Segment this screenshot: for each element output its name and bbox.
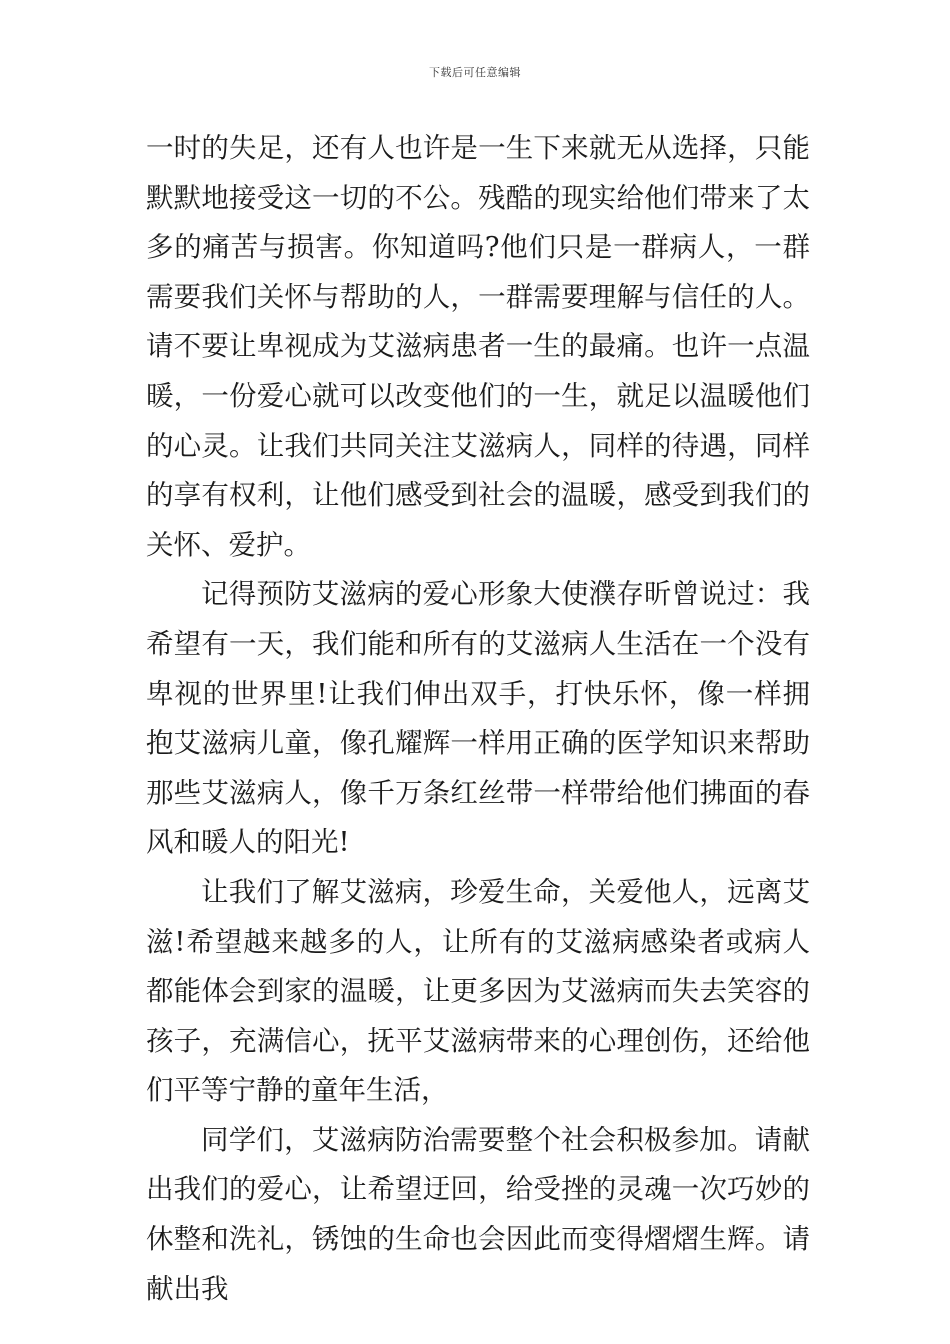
paragraph-3: 让我们了解艾滋病，珍爱生命，关爱他人，远离艾滋!希望越来越多的人，让所有的艾滋病感染者或病人都能体会到家的温暖，让更多因为艾滋病而失去笑容的孩子，充满信心，抚平艾滋病带来的心理创伤，还给他们平等宁静的童年生活， — [146, 875, 810, 1107]
document-body — [146, 124, 810, 1314]
page-header: 下载后可任意编辑 — [429, 66, 521, 79]
paragraph-2: 记得预防艾滋病的爱心形象大使濮存昕曾说过：我希望有一天，我们能和所有的艾滋病人生活在一个没有卑视的世界里!让我们伸出双手，打快乐怀，像一样拥抱艾滋病儿童，像孔耀辉一样用正确的医学知识来帮助那些艾滋病人，像千万条红丝带一样带给他们拂面的春风和暖人的阳光! — [146, 578, 810, 859]
paragraph-4: 同学们，艾滋病防治需要整个社会积极参加。请献出我们的爱心，让希望迂回，给受挫的灵魂一次巧妙的休整和洗礼，锈蚀的生命也会因此而变得熠熠生辉。请献出我 — [146, 1123, 810, 1305]
paragraph-1: 一时的失足，还有人也许是一生下来就无从选择，只能默默地接受这一切的不公。残酷的现实给他们带来了太多的痛苦与损害。你知道吗?他们只是一群病人，一群需要我们关怀与帮助的人，一群需要理解与信任的人。请不要让卑视成为艾滋病患者一生的最痛。也许一点温暖，一份爱心就可以改变他们的一生，就足以温暖他们的心灵。让我们共同关注艾滋病人，同样的待遇，同样的享有权利，让他们感受到社会的温暖，感受到我们的关怀、爱护。 — [146, 132, 810, 561]
